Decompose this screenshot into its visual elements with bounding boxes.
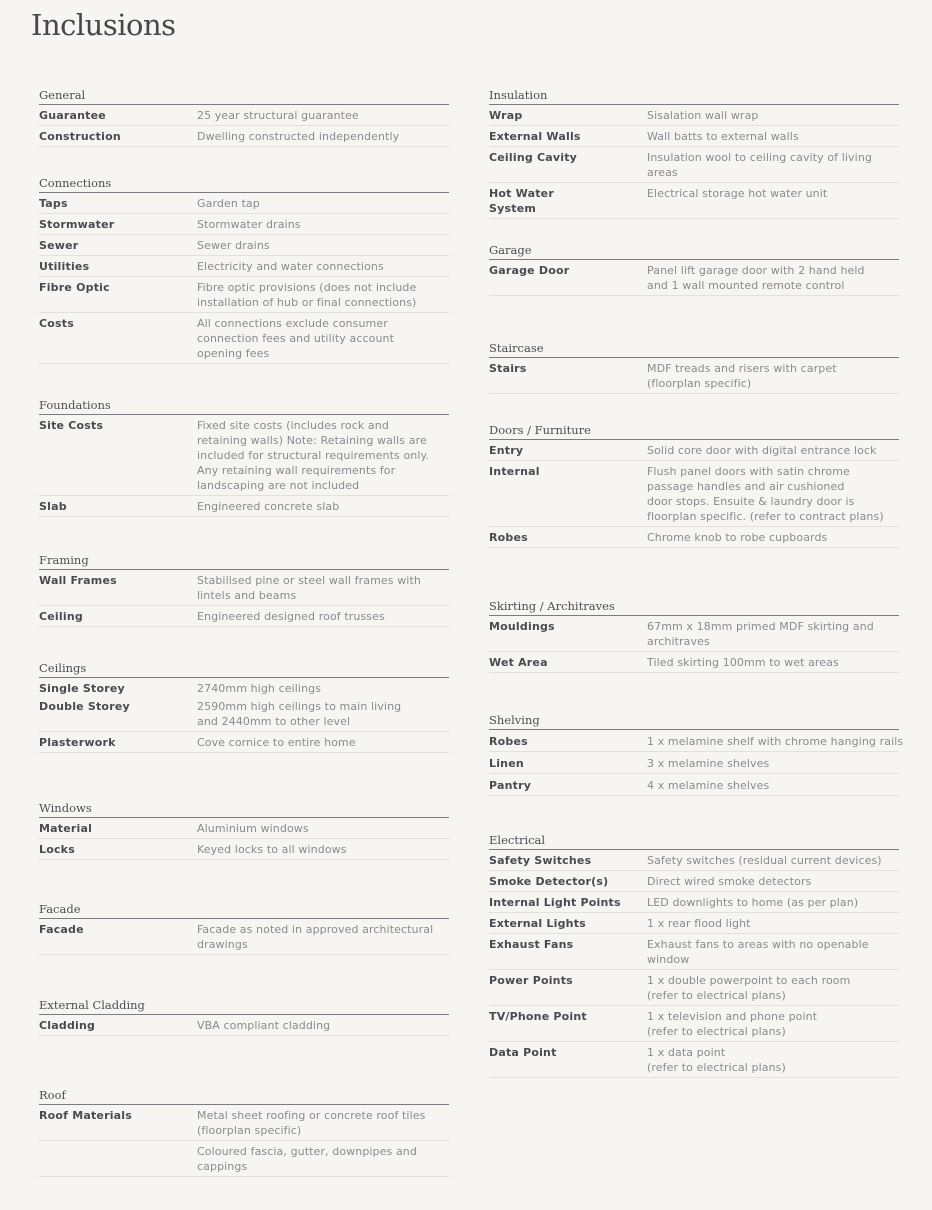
section-heading: Doors / Furniture: [489, 423, 899, 440]
inclusion-value: Engineered concrete slab: [197, 500, 340, 513]
inclusion-row: [39, 678, 449, 696]
section-doors-furniture: [489, 423, 899, 548]
inclusion-value: 67mm x 18mm primed MDF skirting and architraves: [647, 620, 874, 648]
inclusion-value: Fixed site costs (includes rock and retaining walls) Note: Retaining walls are included for structural requirements only. Any retaining wall requirements for landscaping are not included: [197, 419, 430, 492]
inclusion-row: [39, 235, 449, 256]
section-insulation: [489, 88, 899, 219]
inclusion-value: 1 x double powerpoint to each room (refer to electrical plans): [647, 974, 851, 1002]
inclusion-value: Stabilised pine or steel wall frames with lintels and beams: [197, 574, 421, 602]
inclusion-value: Garden tap: [197, 197, 260, 210]
inclusion-row: [489, 934, 899, 970]
inclusion-label: Guarantee: [39, 109, 106, 122]
inclusion-row: [39, 1015, 449, 1036]
inclusion-label: Wall Frames: [39, 574, 117, 587]
inclusion-value: Fibre optic provisions (does not include installation of hub or final connections): [197, 281, 417, 309]
inclusion-label: Wet Area: [489, 656, 548, 669]
inclusion-row: [39, 839, 449, 860]
section-general: [39, 88, 449, 147]
inclusion-row: [489, 527, 899, 548]
section-ceilings: [39, 661, 449, 753]
section-facade: [39, 902, 449, 955]
inclusion-row: [39, 818, 449, 839]
inclusion-label: Power Points: [489, 974, 573, 987]
inclusion-row: [489, 752, 899, 774]
inclusion-value: VBA compliant cladding: [197, 1019, 331, 1032]
inclusion-label: External Walls: [489, 130, 581, 143]
inclusion-label: Material: [39, 822, 93, 835]
inclusion-value: Keyed locks to all windows: [197, 843, 347, 856]
inclusion-label: Data Point: [489, 1046, 557, 1059]
inclusion-row: [489, 1006, 899, 1042]
inclusion-label: Robes: [489, 735, 528, 748]
inclusion-label: Locks: [39, 843, 75, 856]
inclusion-value: Dwelling constructed independently: [197, 130, 400, 143]
inclusion-label: Mouldings: [489, 620, 555, 633]
inclusion-row: [39, 193, 449, 214]
inclusion-label: Utilities: [39, 260, 90, 273]
inclusion-row: [39, 415, 449, 496]
inclusion-value: MDF treads and risers with carpet (floorplan specific): [647, 362, 837, 390]
inclusion-row: [489, 183, 899, 219]
inclusion-value: All connections exclude consumer connection fees and utility account opening fees: [197, 317, 395, 360]
inclusion-row: [489, 774, 899, 796]
inclusion-label: Internal: [489, 465, 540, 478]
inclusion-row: [489, 105, 899, 126]
section-foundations: [39, 398, 449, 517]
inclusion-value: 1 x rear flood light: [647, 917, 751, 930]
inclusion-row: [39, 496, 449, 517]
inclusion-value: 4 x melamine shelves: [647, 779, 770, 792]
inclusion-row: [489, 871, 899, 892]
inclusion-value: Sewer drains: [197, 239, 270, 252]
inclusion-label: Pantry: [489, 779, 532, 792]
inclusion-label: Cladding: [39, 1019, 96, 1032]
inclusion-value: Flush panel doors with satin chrome passage handles and air cushioned door stops. Ensuite & laundry door is floorplan specific. (refer to contract plans): [647, 465, 884, 523]
section-heading: Skirting / Architraves: [489, 599, 899, 616]
inclusion-label: Double Storey: [39, 700, 130, 713]
inclusion-value: LED downlights to home (as per plan): [647, 896, 859, 909]
inclusion-value: Stormwater drains: [197, 218, 301, 231]
inclusion-row: [39, 1105, 449, 1141]
inclusion-value: 1 x data point (refer to electrical plans): [647, 1046, 786, 1074]
inclusion-row: [39, 256, 449, 277]
inclusion-value: 2590mm high ceilings to main living and 2440mm to other level: [197, 700, 402, 728]
inclusion-label: Robes: [489, 531, 528, 544]
inclusion-label: [39, 1144, 197, 1174]
inclusion-row: [489, 260, 899, 296]
inclusion-value: Exhaust fans to areas with no openable window: [647, 938, 869, 966]
inclusion-label: Plasterwork: [39, 736, 116, 749]
section-staircase: [489, 341, 899, 394]
inclusion-row: [489, 616, 899, 652]
section-roof: [39, 1088, 449, 1177]
inclusion-row: [39, 277, 449, 313]
section-heading: Framing: [39, 553, 449, 570]
inclusion-value: Electrical storage hot water unit: [647, 187, 828, 200]
inclusion-label: Ceiling Cavity: [489, 151, 578, 164]
inclusion-label: Site Costs: [39, 419, 104, 432]
inclusion-value: 1 x television and phone point (refer to electrical plans): [647, 1010, 818, 1038]
inclusion-value: Cove cornice to entire home: [197, 736, 356, 749]
inclusion-row: [39, 570, 449, 606]
section-heading: Roof: [39, 1088, 449, 1105]
section-framing: [39, 553, 449, 627]
inclusion-row: [489, 850, 899, 871]
section-electrical: [489, 833, 899, 1078]
section-heading: Insulation: [489, 88, 899, 105]
section-heading: Shelving: [489, 713, 899, 730]
inclusion-value: 1 x melamine shelf with chrome hanging rails: [647, 735, 904, 748]
inclusion-value: Wall batts to external walls: [647, 130, 799, 143]
inclusion-row: [39, 126, 449, 147]
inclusion-label: Entry: [489, 444, 524, 457]
inclusion-row: [489, 892, 899, 913]
inclusion-label: External Lights: [489, 917, 586, 930]
inclusion-value: Safety switches (residual current devices): [647, 854, 882, 867]
inclusion-row: [489, 970, 899, 1006]
inclusion-label: Costs: [39, 317, 74, 330]
inclusion-value: Engineered designed roof trusses: [197, 610, 385, 623]
inclusion-row: [489, 440, 899, 461]
inclusion-value: 25 year structural guarantee: [197, 109, 359, 122]
inclusion-row: [39, 696, 449, 732]
inclusion-label: TV/Phone Point: [489, 1010, 587, 1023]
inclusion-row: [39, 606, 449, 627]
inclusion-row: [489, 1042, 899, 1078]
inclusion-value: Tiled skirting 100mm to wet areas: [647, 656, 839, 669]
inclusion-row: [39, 1141, 449, 1177]
inclusion-row: [489, 730, 904, 752]
inclusion-value: Direct wired smoke detectors: [647, 875, 812, 888]
inclusion-value: Sisalation wall wrap: [647, 109, 759, 122]
section-skirting-architraves: [489, 599, 899, 673]
inclusion-label: Ceiling: [39, 610, 83, 623]
section-windows: [39, 801, 449, 860]
section-heading: Ceilings: [39, 661, 449, 678]
inclusion-label: Hot Water System: [489, 187, 554, 215]
inclusion-value: Solid core door with digital entrance lock: [647, 444, 877, 457]
inclusion-label: Construction: [39, 130, 121, 143]
section-heading: Electrical: [489, 833, 899, 850]
inclusion-row: [489, 913, 899, 934]
inclusion-value: Panel lift garage door with 2 hand held and 1 wall mounted remote control: [647, 264, 865, 292]
section-shelving: [489, 713, 904, 796]
section-connections: [39, 176, 449, 364]
section-heading: Connections: [39, 176, 449, 193]
section-heading: Staircase: [489, 341, 899, 358]
section-heading: Windows: [39, 801, 449, 818]
inclusion-row: [39, 214, 449, 235]
section-garage: [489, 243, 899, 296]
inclusion-value: 3 x melamine shelves: [647, 757, 770, 770]
section-external-cladding: [39, 998, 449, 1036]
inclusion-row: [39, 732, 449, 753]
section-heading: External Cladding: [39, 998, 449, 1015]
inclusion-value: 2740mm high ceilings: [197, 682, 322, 695]
inclusion-label: Roof Materials: [39, 1109, 133, 1122]
section-heading: Foundations: [39, 398, 449, 415]
inclusion-value: Electricity and water connections: [197, 260, 384, 273]
inclusion-label: Exhaust Fans: [489, 938, 574, 951]
section-heading: Facade: [39, 902, 449, 919]
inclusion-row: [489, 358, 899, 394]
inclusion-label: Taps: [39, 197, 68, 210]
inclusion-label: Linen: [489, 757, 524, 770]
inclusion-value: Coloured fascia, gutter, downpipes and cappings: [197, 1145, 417, 1173]
inclusion-row: [39, 105, 449, 126]
inclusion-label: Garage Door: [489, 264, 570, 277]
inclusion-row: [39, 919, 449, 955]
section-heading: Garage: [489, 243, 899, 260]
inclusion-label: Stairs: [489, 362, 527, 375]
inclusion-row: [489, 126, 899, 147]
inclusion-value: Facade as noted in approved architectural drawings: [197, 923, 434, 951]
section-heading: General: [39, 88, 449, 105]
inclusion-label: Fibre Optic: [39, 281, 110, 294]
inclusion-label: Smoke Detector(s): [489, 875, 609, 888]
inclusion-row: [489, 652, 899, 673]
inclusion-label: Stormwater: [39, 218, 115, 231]
inclusion-label: Sewer: [39, 239, 79, 252]
inclusion-value: Metal sheet roofing or concrete roof tiles (floorplan specific): [197, 1109, 426, 1137]
inclusion-value: Chrome knob to robe cupboards: [647, 531, 828, 544]
inclusion-label: Safety Switches: [489, 854, 592, 867]
inclusion-value: Insulation wool to ceiling cavity of living areas: [647, 151, 872, 179]
inclusion-row: [489, 461, 899, 527]
inclusion-label: Slab: [39, 500, 67, 513]
inclusion-label: Wrap: [489, 109, 523, 122]
page-title: Inclusions: [31, 8, 176, 42]
inclusion-label: Internal Light Points: [489, 896, 621, 909]
inclusion-value: Aluminium windows: [197, 822, 309, 835]
inclusion-label: Single Storey: [39, 682, 125, 695]
inclusion-label: Facade: [39, 923, 84, 936]
inclusion-row: [39, 313, 449, 364]
inclusion-row: [489, 147, 899, 183]
